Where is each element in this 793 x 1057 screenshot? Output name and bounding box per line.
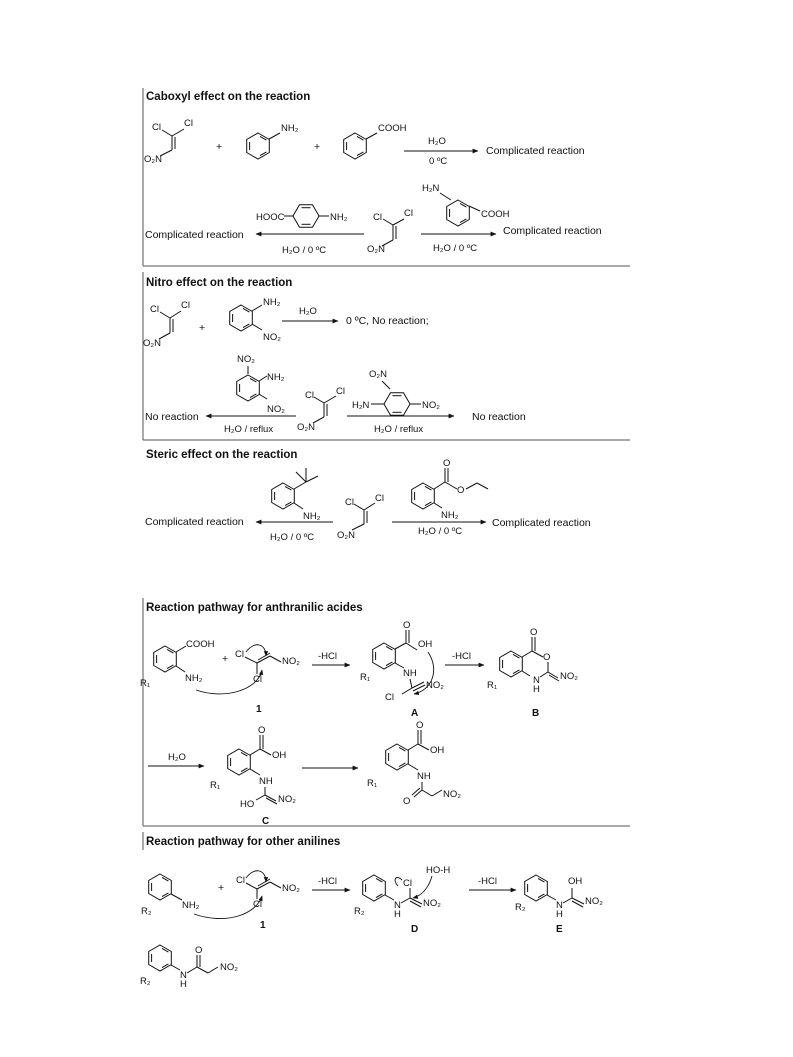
compound-label-D: D — [411, 924, 419, 935]
compound-label-E: E — [556, 924, 563, 935]
svg-text:NH₂: NH₂ — [330, 212, 348, 223]
section-title-steric: Steric effect on the reaction — [146, 449, 298, 461]
svg-text:O₂N: O₂N — [337, 530, 355, 541]
electron-push-arrow — [246, 871, 266, 882]
svg-text:H₂N: H₂N — [422, 183, 440, 194]
svg-text:NO₂: NO₂ — [220, 962, 238, 973]
compound-label-A: A — [411, 708, 419, 719]
ortho-nitroaniline — [230, 297, 282, 343]
condition-h2o-reflux: H₂O / reflux — [224, 424, 274, 435]
svg-text:NH₂: NH₂ — [182, 900, 200, 911]
svg-text:Cl: Cl — [253, 899, 262, 910]
condition-h2o: H₂O — [428, 136, 446, 147]
condition-minus-hcl: -HCl — [478, 876, 497, 887]
svg-text:HO-H: HO-H — [426, 865, 451, 876]
dinitroaniline-2-6 — [237, 354, 286, 415]
intermediate-A — [360, 620, 444, 703]
svg-text:O₂N: O₂N — [143, 338, 161, 349]
condition-h2o-0c: H₂O / 0 ºC — [270, 532, 315, 543]
svg-text:NH: NH — [403, 668, 417, 679]
svg-text:NH: NH — [259, 776, 273, 787]
svg-text:O: O — [543, 652, 551, 663]
svg-text:O: O — [530, 627, 538, 638]
svg-text:O: O — [403, 796, 411, 807]
svg-text:Cl: Cl — [373, 212, 382, 223]
dichloronitroethylene-1 — [144, 118, 193, 165]
section-title-carboxyl: Caboxyl effect on the reaction — [146, 91, 311, 103]
condition-h2o-0c: H₂O / 0 ºC — [433, 243, 478, 254]
svg-text:COOH: COOH — [378, 123, 407, 134]
svg-text:HO: HO — [240, 799, 255, 810]
plus-sign: + — [199, 322, 206, 334]
svg-text:NH₂: NH₂ — [441, 510, 459, 521]
svg-text:NO₂: NO₂ — [423, 898, 441, 909]
svg-text:O: O — [443, 458, 451, 469]
aminobenzoic-meta — [422, 183, 510, 226]
svg-text:H: H — [180, 979, 187, 990]
svg-text:NO₂: NO₂ — [426, 680, 444, 691]
svg-text:Cl: Cl — [150, 304, 159, 315]
tert-butylaniline — [272, 468, 321, 522]
intermediate-D — [354, 865, 450, 920]
outcome-complicated: Complicated reaction — [145, 229, 244, 241]
svg-text:NO₂: NO₂ — [422, 400, 440, 411]
svg-text:H₂N: H₂N — [352, 400, 370, 411]
outcome-no-reaction: No reaction — [472, 411, 526, 423]
svg-text:R₂: R₂ — [354, 906, 365, 917]
svg-text:Cl: Cl — [404, 208, 413, 219]
svg-text:NH₂: NH₂ — [281, 123, 299, 134]
svg-text:O₂N: O₂N — [144, 154, 162, 165]
anthranilic-acid — [140, 639, 215, 689]
svg-text:Cl: Cl — [236, 875, 245, 886]
svg-text:N: N — [533, 675, 540, 686]
svg-text:O: O — [457, 485, 465, 496]
dichloronitroethylene-2 — [367, 208, 413, 255]
svg-text:Cl: Cl — [385, 692, 394, 703]
svg-text:NO₂: NO₂ — [278, 794, 296, 805]
nitroacetamide-product-2 — [140, 945, 238, 990]
condition-h2o-reflux: H₂O / reflux — [374, 424, 424, 435]
product-B — [487, 627, 578, 695]
svg-text:NH₂: NH₂ — [267, 372, 285, 383]
svg-text:HOOC: HOOC — [256, 212, 285, 223]
svg-text:Cl: Cl — [152, 122, 161, 133]
electron-push-arrow — [194, 896, 262, 919]
outcome-complicated: Complicated reaction — [492, 517, 591, 529]
dichloronitroethylene-3 — [143, 300, 190, 349]
svg-text:NO₂: NO₂ — [585, 896, 603, 907]
dinitroaniline-2-4 — [352, 369, 440, 415]
svg-text:Cl: Cl — [375, 493, 384, 504]
section-title-pathway-anthranilic: Reaction pathway for anthranilic acides — [146, 602, 363, 614]
svg-text:O₂N: O₂N — [297, 422, 315, 433]
svg-text:O: O — [403, 620, 411, 631]
outcome-no-reaction: No reaction — [145, 411, 199, 423]
svg-text:NH₂: NH₂ — [303, 511, 321, 522]
dichloronitroethylene-5 — [337, 493, 384, 541]
svg-text:Cl: Cl — [345, 497, 354, 508]
intermediate-C — [210, 725, 296, 810]
svg-text:NO₂: NO₂ — [560, 671, 578, 682]
svg-text:Cl: Cl — [181, 300, 190, 311]
svg-text:Cl: Cl — [305, 390, 314, 401]
plus-sign: + — [218, 882, 225, 894]
section-title-nitro: Nitro effect on the reaction — [146, 277, 293, 289]
condition-minus-hcl: -HCl — [318, 651, 337, 662]
compound-label-1: 1 — [256, 704, 262, 715]
condition-minus-hcl: -HCl — [452, 651, 471, 662]
svg-text:NO₂: NO₂ — [282, 883, 300, 894]
svg-text:O₂N: O₂N — [369, 369, 387, 380]
svg-text:NO₂: NO₂ — [443, 789, 461, 800]
svg-text:N: N — [556, 900, 563, 911]
condition-h2o-0c: H₂O / 0 ºC — [282, 245, 327, 256]
svg-text:Cl: Cl — [253, 674, 262, 685]
svg-text:NH: NH — [417, 771, 431, 782]
section-title-pathway-anilines: Reaction pathway for other anilines — [146, 836, 341, 848]
substituted-aniline — [141, 874, 200, 917]
svg-text:O₂N: O₂N — [367, 244, 385, 255]
plus-sign: + — [314, 141, 321, 153]
compound-label-C: C — [262, 816, 270, 827]
svg-text:R₂: R₂ — [515, 902, 526, 913]
plus-sign: + — [216, 141, 223, 153]
dichloronitroethylene-4 — [297, 386, 345, 433]
svg-text:NO₂: NO₂ — [263, 332, 281, 343]
compound-label-B: B — [532, 708, 540, 719]
svg-text:R₁: R₁ — [360, 672, 371, 683]
plus-sign: + — [222, 653, 229, 665]
condition-temp: 0 ºC — [429, 156, 448, 167]
svg-text:R₁: R₁ — [140, 678, 151, 689]
svg-text:OH: OH — [272, 750, 287, 761]
condition-h2o-0c: H₂O / 0 ºC — [418, 526, 463, 537]
svg-text:Cl: Cl — [336, 386, 345, 397]
benzoic-acid-1 — [344, 123, 407, 159]
svg-text:NO₂: NO₂ — [267, 404, 285, 415]
svg-text:COOH: COOH — [481, 209, 510, 220]
condition-h2o: H₂O — [168, 752, 186, 763]
svg-text:NO₂: NO₂ — [282, 656, 300, 667]
nitroacetamide-product-1 — [367, 720, 461, 807]
outcome-complicated: Complicated reaction — [503, 225, 602, 237]
svg-text:COOH: COOH — [186, 639, 215, 650]
svg-text:H: H — [533, 684, 540, 695]
svg-text:OH: OH — [418, 639, 433, 650]
product-E — [515, 875, 603, 920]
svg-text:R₂: R₂ — [140, 976, 151, 987]
svg-text:NH₂: NH₂ — [263, 297, 281, 308]
svg-text:Cl: Cl — [235, 649, 244, 660]
ethyl-anthranilate — [412, 458, 488, 521]
svg-text:NO₂: NO₂ — [237, 354, 255, 365]
aminobenzoic-para — [256, 205, 348, 228]
outcome-complicated: Complicated reaction — [486, 145, 585, 157]
svg-text:R₁: R₁ — [487, 680, 498, 691]
svg-text:R₁: R₁ — [210, 780, 221, 791]
condition-minus-hcl: -HCl — [318, 876, 337, 887]
electron-push-arrow — [246, 645, 266, 656]
svg-text:R₁: R₁ — [367, 778, 378, 789]
outcome-complicated: Complicated reaction — [145, 516, 244, 528]
svg-text:H: H — [394, 909, 401, 920]
svg-text:NH₂: NH₂ — [185, 673, 203, 684]
svg-text:O: O — [258, 725, 266, 736]
condition-h2o: H₂O — [299, 306, 317, 317]
compound-1-structure-2 — [236, 875, 300, 910]
svg-text:N: N — [180, 970, 187, 981]
compound-label-1: 1 — [260, 920, 266, 931]
svg-text:O: O — [195, 945, 203, 956]
svg-text:OH: OH — [430, 745, 445, 756]
svg-text:H: H — [556, 909, 563, 920]
svg-text:R₂: R₂ — [141, 906, 152, 917]
svg-text:Cl: Cl — [184, 118, 193, 129]
outcome-zero-c-no-reaction: 0 ºC, No reaction; — [346, 315, 429, 327]
aniline-1 — [247, 123, 299, 159]
svg-text:OH: OH — [568, 876, 583, 887]
svg-text:N: N — [394, 900, 401, 911]
svg-text:Cl: Cl — [403, 878, 412, 889]
compound-1-structure — [235, 649, 300, 685]
svg-text:O: O — [416, 720, 424, 731]
